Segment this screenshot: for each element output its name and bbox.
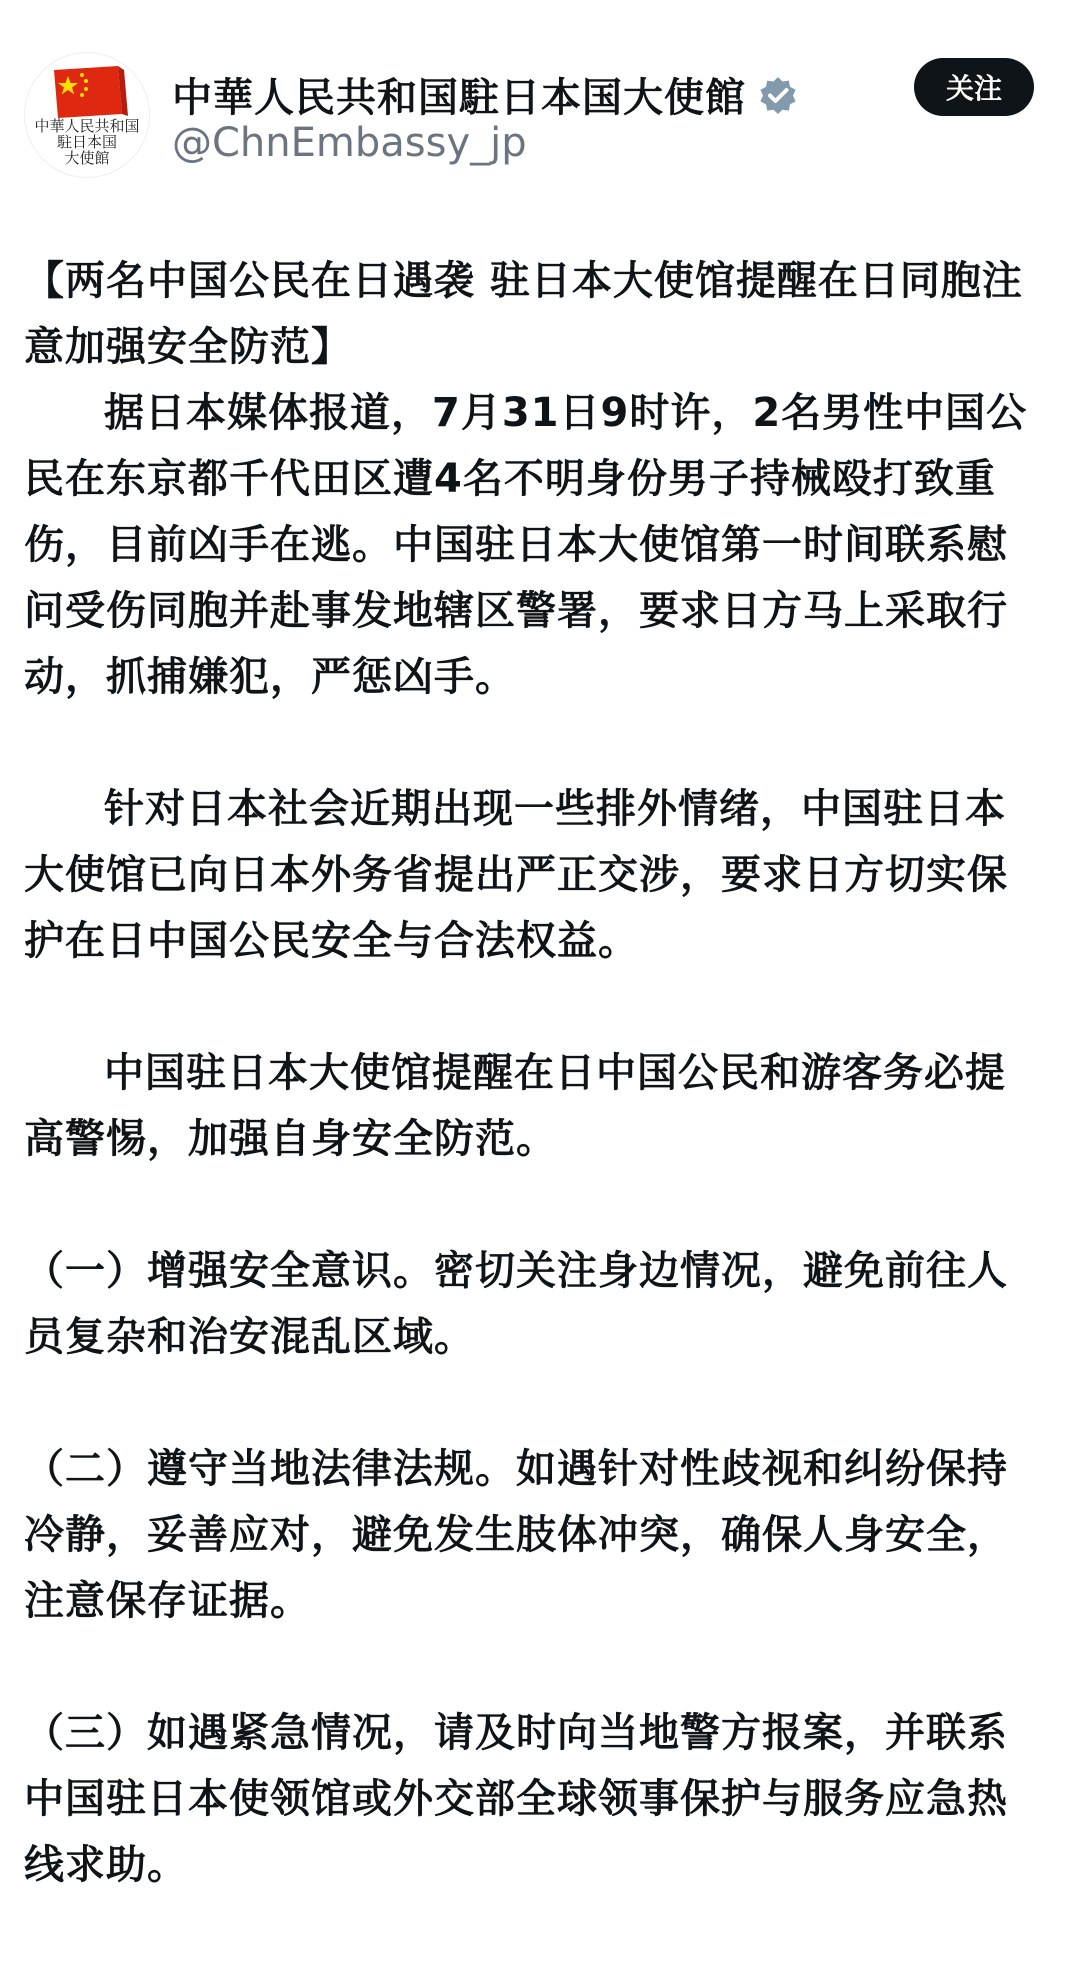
avatar[interactable] bbox=[24, 52, 150, 178]
post-paragraph-3: 中国驻日本大使馆提醒在日中国公民和游客务必提高警惕，加强自身安全防范。 bbox=[24, 1050, 1006, 1162]
avatar-org-text: 中華人民共和国 駐日本国 大使館 bbox=[34, 117, 140, 167]
account-name[interactable] bbox=[172, 66, 798, 123]
post-paragraph-6: （三）如遇紧急情况，请及时向当地警方报案，并联系中国驻日本使领馆或外交部全球领事保护与服务应急热线求助。 bbox=[24, 1710, 1008, 1888]
verified-check-icon bbox=[758, 75, 798, 115]
post-paragraph-2: 针对日本社会近期出现一些排外情绪，中国驻日本大使馆已向日本外务省提出严正交涉，要求日方切实保护在日中国公民安全与合法权益。 bbox=[24, 786, 1008, 964]
post-body bbox=[24, 248, 1042, 1964]
post-paragraph-1: 据日本媒体报道，7月31日9时许，2名男性中国公民在东京都千代田区遭4名不明身份男子持械殴打致重伤，目前凶手在逃。中国驻日本大使馆第一时间联系慰问受伤同胞并赴事发地辖区警署，要求日方马上采取行动，抓捕嫌犯，严惩凶手。 bbox=[24, 390, 1028, 700]
post-header bbox=[0, 0, 1080, 200]
post-paragraph-4: （一）增强安全意识。密切关注身边情况，避免前往人员复杂和治安混乱区域。 bbox=[24, 1248, 1008, 1360]
account-handle[interactable]: @ChnEmbassy_jp bbox=[172, 120, 527, 166]
account-name-label: 中華人民共和国駐日本国大使館 bbox=[172, 75, 746, 121]
post-paragraph-5: （二）遵守当地法律法规。如遇针对性歧视和纠纷保持冷静，妥善应对，避免发生肢体冲突，确保人身安全，注意保存证据。 bbox=[24, 1446, 1008, 1624]
china-flag-icon bbox=[48, 64, 128, 124]
follow-button[interactable]: 关注 bbox=[914, 58, 1034, 116]
post-title: 【两名中国公民在日遇袭 驻日本大使馆提醒在日同胞注意加强安全防范】 bbox=[24, 258, 1023, 370]
